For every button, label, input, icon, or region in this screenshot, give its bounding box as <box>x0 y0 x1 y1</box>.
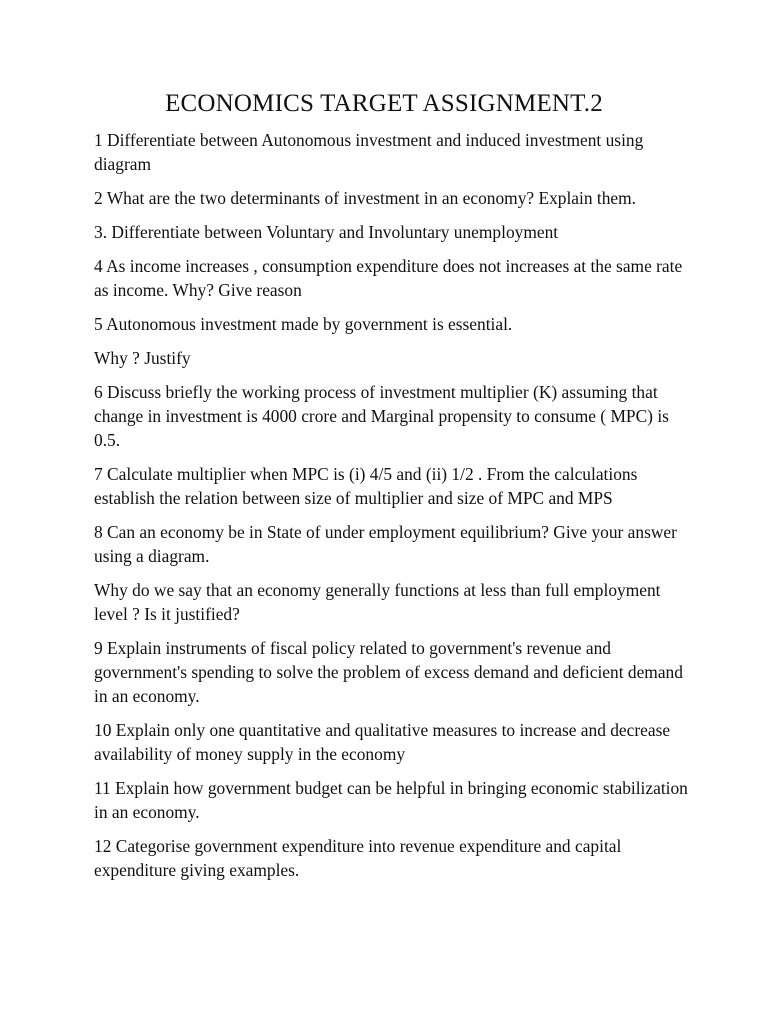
question-8-followup: Why do we say that an economy generally functions at less than full employment level ? Is it justified? <box>94 580 661 624</box>
question-2: 2 What are the two determinants of investment in an economy? Explain them. <box>94 188 637 208</box>
document-title: ECONOMICS TARGET ASSIGNMENT.2 <box>165 90 603 117</box>
question-7: 7 Calculate multiplier when MPC is (i) 4/5 and (ii) 1/2 . From the calculations establish the relation between size of multiplier and size of MPC and MPS <box>94 464 638 508</box>
question-4: 4 As income increases , consumption expenditure does not increases at the same rate as income. Why? Give reason <box>94 256 683 300</box>
question-10: 10 Explain only one quantitative and qualitative measures to increase and decrease availability of money supply in the economy <box>94 720 671 764</box>
question-6: 6 Discuss briefly the working process of investment multiplier (K) assuming that change in investment is 4000 crore and Marginal propensity to consume ( MPC) is 0.5. <box>94 382 669 450</box>
question-list <box>94 128 694 892</box>
question-11: 11 Explain how government budget can be helpful in bringing economic stabilization in an economy. <box>94 778 688 822</box>
question-1: 1 Differentiate between Autonomous investment and induced investment using diagram <box>94 130 644 174</box>
question-5-followup: Why ? Justify <box>94 348 191 368</box>
question-5: 5 Autonomous investment made by government is essential. <box>94 314 513 334</box>
question-3: 3. Differentiate between Voluntary and Involuntary unemployment <box>94 222 559 242</box>
question-9: 9 Explain instruments of fiscal policy related to government's revenue and government's spending to solve the problem of excess demand and deficient demand in an economy. <box>94 638 683 706</box>
question-12: 12 Categorise government expenditure into revenue expenditure and capital expenditure giving examples. <box>94 836 622 880</box>
question-8: 8 Can an economy be in State of under employment equilibrium? Give your answer using a diagram. <box>94 522 677 566</box>
